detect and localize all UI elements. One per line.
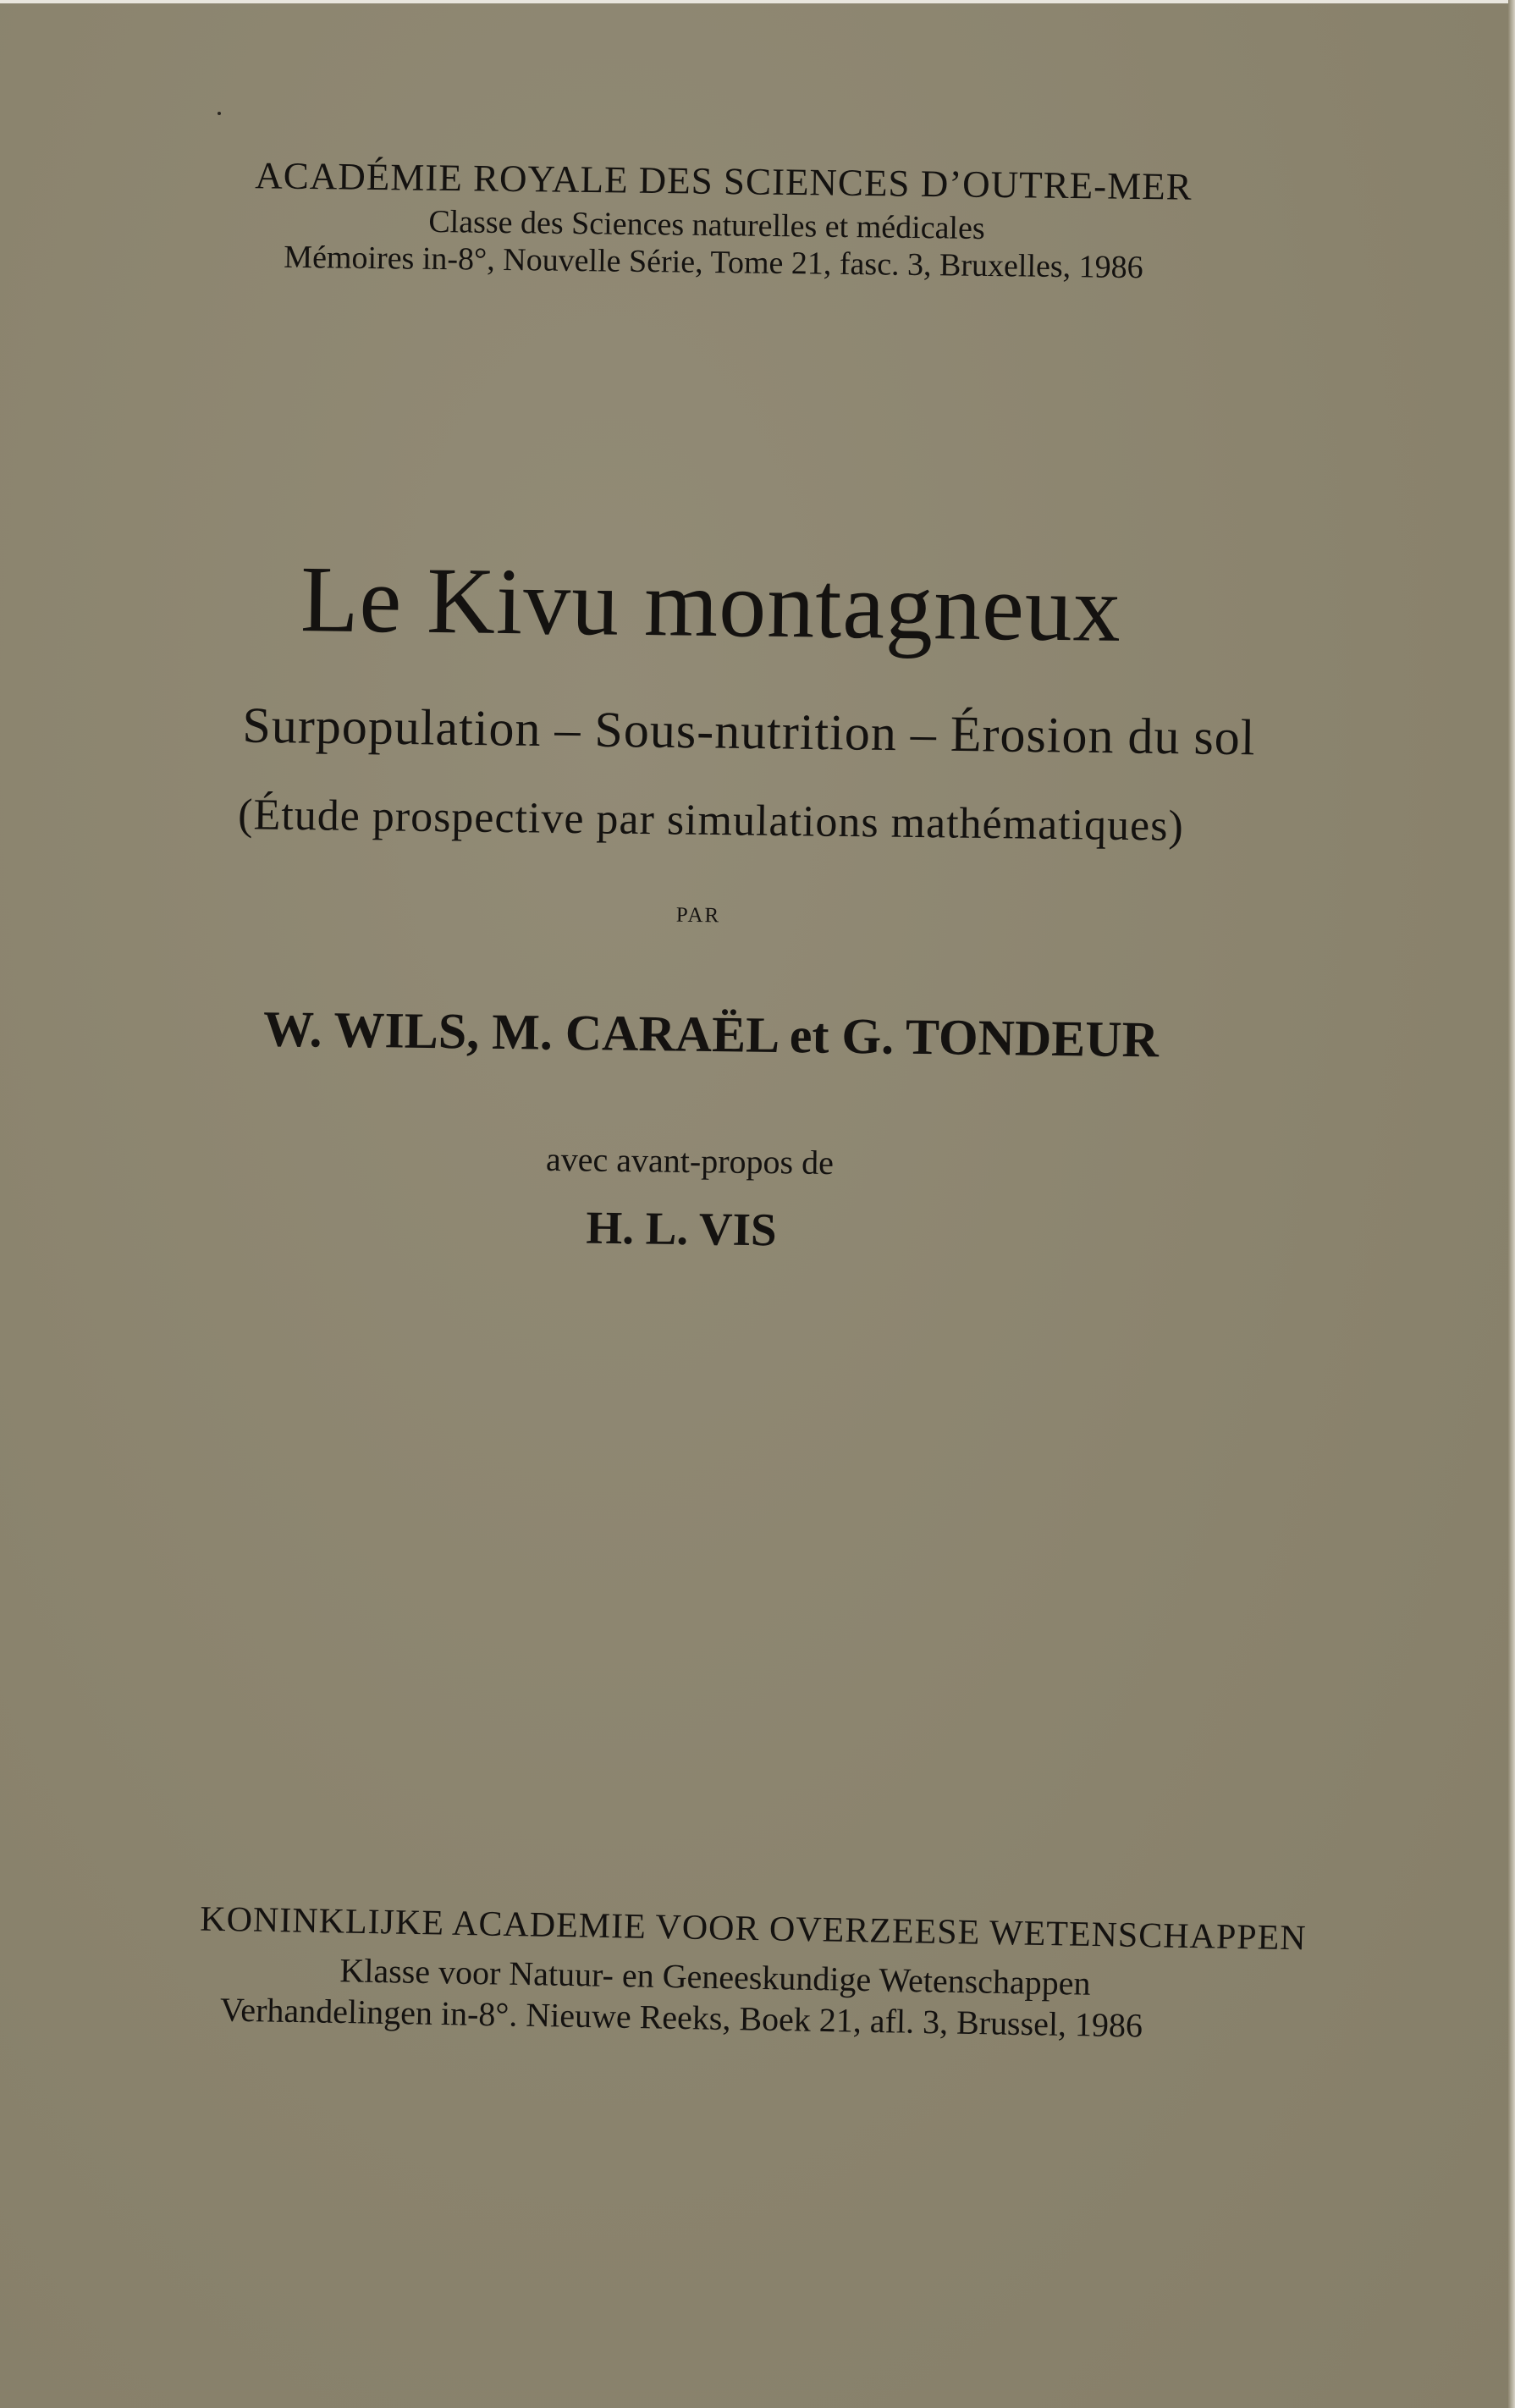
series-info-fr: Mémoires in-8°, Nouvelle Série, Tome 21, fasc. 3, Bruxelles, 1986 xyxy=(284,239,1143,286)
authors: W. WILS, M. CARAËL et G. TONDEUR xyxy=(262,1000,1160,1068)
book-subtitle-detail: (Étude prospective par simulations mathématiques) xyxy=(237,791,1185,851)
foreword-intro: avec avant-propos de xyxy=(545,1139,835,1182)
series-info-nl: Verhandelingen in-8°. Nieuwe Reeks, Boek 21, afl. 3, Brussel, 1986 xyxy=(219,1990,1143,2045)
book-subtitle: Surpopulation – Sous-nutrition – Érosion du sol xyxy=(242,697,1256,766)
book-title: Le Kivu montagneux xyxy=(300,547,1122,662)
by-label: PAR xyxy=(675,903,721,928)
foreword-author: H. L. VIS xyxy=(586,1201,777,1256)
academy-name-fr: ACADÉMIE ROYALE DES SCIENCES D’OUTRE-MER xyxy=(254,154,1193,208)
class-name-nl: Klasse voor Natuur- en Geneeskundige Wetenschappen xyxy=(339,1951,1091,2003)
page-edge-right xyxy=(1508,0,1515,2408)
class-name-fr: Classe des Sciences naturelles et médicales xyxy=(428,203,985,247)
page-edge-top xyxy=(0,0,1515,3)
academy-name-nl: KONINKLIJKE ACADEMIE VOOR OVERZEESE WETENSCHAPPEN xyxy=(199,1899,1308,1959)
paper-speck xyxy=(218,112,221,115)
